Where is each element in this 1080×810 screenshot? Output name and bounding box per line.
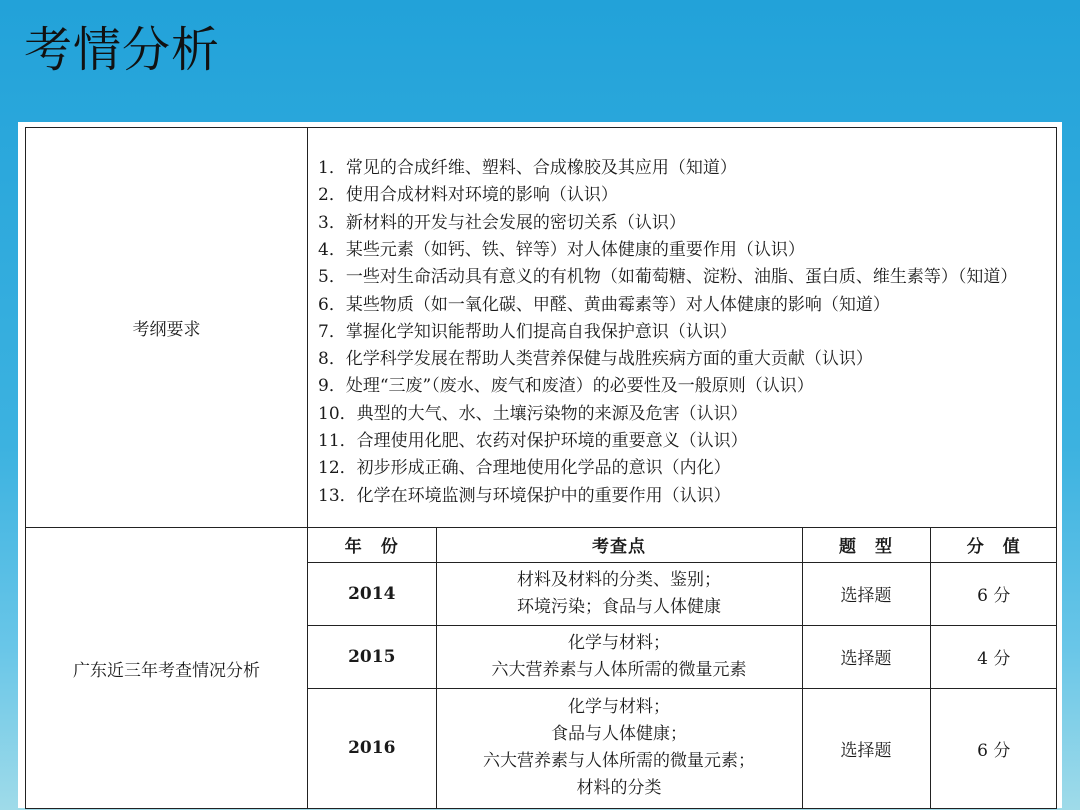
list-item-number: 5． [318, 267, 346, 288]
requirements-list [318, 155, 1044, 510]
point-line: 环境污染；食品与人体健康 [517, 596, 721, 617]
requirements-label: 考纲要求 [26, 128, 308, 528]
exam-analysis-sheet [18, 122, 1062, 808]
list-item-number: 9． [318, 376, 346, 397]
type-cell: 选择题 [802, 625, 930, 688]
type-cell: 选择题 [802, 688, 930, 808]
list-item [318, 455, 1044, 482]
list-item [318, 346, 1044, 373]
point-line: 六大营养素与人体所需的微量元素； [483, 751, 755, 772]
list-item-text: 典型的大气、水、土壤污染物的来源及危害（认识） [356, 403, 748, 424]
list-item-number: 4． [318, 239, 346, 260]
list-item [318, 182, 1044, 209]
list-item-text: 某些元素（如钙、铁、锌等）对人体健康的重要作用（认识） [345, 239, 805, 260]
list-item [318, 373, 1044, 400]
point-line: 化学与材料； [568, 632, 670, 653]
list-item-number: 11． [318, 431, 357, 452]
analysis-table [308, 528, 1057, 808]
analysis-label: 广东近三年考查情况分析 [26, 528, 308, 809]
list-item-text: 处理“三废”（废水、废气和废渣）的必要性及一般原则（认识） [345, 376, 814, 397]
header-score: 分 值 [930, 528, 1057, 562]
list-item [318, 483, 1044, 510]
list-item-number: 10． [318, 403, 357, 424]
list-item [318, 428, 1044, 455]
list-item-number: 2． [318, 185, 346, 206]
points-cell [436, 688, 802, 808]
list-item [318, 210, 1044, 237]
list-item-text: 常见的合成纤维、塑料、合成橡胶及其应用（知道） [345, 158, 737, 179]
year-cell: 2016 [308, 688, 436, 808]
requirements-cell [308, 128, 1057, 528]
year-cell: 2014 [308, 562, 436, 625]
exam-analysis-table [25, 127, 1057, 809]
list-item [318, 401, 1044, 428]
point-line: 材料及材料的分类、鉴别； [517, 569, 721, 590]
list-item-text: 化学在环境监测与环境保护中的重要作用（认识） [356, 485, 731, 506]
year-cell: 2015 [308, 625, 436, 688]
list-item [318, 237, 1044, 264]
list-item-number: 1． [318, 158, 346, 179]
point-line: 化学与材料； [568, 697, 670, 718]
score-cell: 4 分 [930, 625, 1057, 688]
header-type: 题 型 [802, 528, 930, 562]
page-title: 考情分析 [24, 22, 221, 78]
list-item-number: 8． [318, 349, 346, 370]
list-item [318, 264, 1044, 291]
analysis-cell [308, 528, 1057, 809]
list-item-text: 使用合成材料对环境的影响（认识） [345, 185, 618, 206]
list-item-number: 7． [318, 321, 346, 342]
type-cell: 选择题 [802, 562, 930, 625]
table-row [308, 562, 1057, 625]
point-line: 食品与人体健康； [551, 724, 687, 745]
point-line: 六大营养素与人体所需的微量元素 [491, 659, 747, 680]
list-item-text: 合理使用化肥、农药对保护环境的重要意义（认识） [356, 431, 748, 452]
list-item-text: 化学科学发展在帮助人类营养保健与战胜疾病方面的重大贡献（认识） [345, 349, 873, 370]
list-item-text: 初步形成正确、合理地使用化学品的意识（内化） [356, 458, 731, 479]
score-cell: 6 分 [930, 688, 1057, 808]
list-item-text: 掌握化学知识能帮助人们提高自我保护意识（认识） [345, 321, 737, 342]
score-cell: 6 分 [930, 562, 1057, 625]
list-item-text: 新材料的开发与社会发展的密切关系（认识） [345, 212, 686, 233]
table-row [308, 625, 1057, 688]
list-item [318, 319, 1044, 346]
list-item-number: 13． [318, 485, 357, 506]
header-points: 考查点 [436, 528, 802, 562]
table-row [308, 688, 1057, 808]
list-item-text: 一些对生命活动具有意义的有机物（如葡萄糖、淀粉、油脂、蛋白质、维生素等）（知道） [345, 267, 1018, 288]
list-item-number: 6． [318, 294, 346, 315]
list-item [318, 292, 1044, 319]
list-item [318, 155, 1044, 182]
point-line: 材料的分类 [576, 778, 662, 799]
list-item-number: 3． [318, 212, 346, 233]
header-year: 年 份 [308, 528, 436, 562]
points-cell [436, 625, 802, 688]
list-item-text: 某些物质（如一氧化碳、甲醛、黄曲霉素等）对人体健康的影响（知道） [345, 294, 890, 315]
points-cell [436, 562, 802, 625]
list-item-number: 12． [318, 458, 357, 479]
